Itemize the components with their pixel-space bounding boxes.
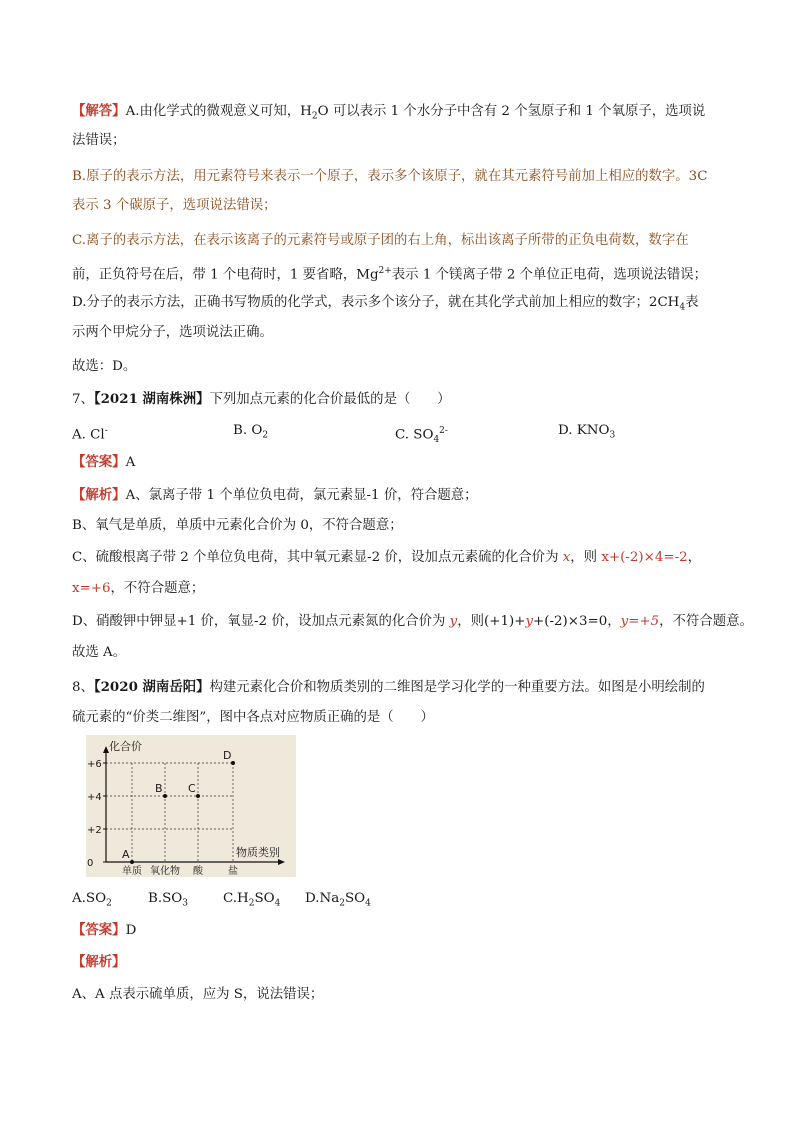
data-point [231, 761, 235, 765]
data-point-label: A [122, 848, 130, 861]
equation: y=+5 [620, 614, 660, 629]
option-text: D.Na [305, 891, 340, 906]
variable: y [449, 614, 458, 629]
x-category-label: 氧化物 [150, 866, 180, 877]
text: 表 [685, 295, 699, 310]
q8-answer [72, 920, 732, 941]
question-source: 【2020 湖南岳阳】 [93, 679, 210, 695]
text: 表示 1 个镁离子带 2 个单位正电荷，选项说法错误； [391, 267, 708, 283]
analysis-tag: 【解析】 [72, 487, 126, 503]
q6-analysis-b-line1: B.原子的表示方法，用元素符号来表示一个原子，表示多个该原子，就在其元素符号前加上相应的数字。3C [72, 169, 708, 184]
data-point [163, 794, 167, 798]
variable: x [562, 550, 571, 565]
question-number: 8、 [72, 680, 94, 695]
answer-tag: 【答案】 [72, 922, 126, 938]
q8-option-b [148, 889, 188, 914]
option-text: SO [254, 891, 275, 906]
answer-value: D [125, 923, 137, 938]
q7-analysis-c-line2 [72, 579, 732, 599]
text: ，则(+1)+ [457, 614, 526, 629]
data-point [196, 794, 200, 798]
subscript: 3 [609, 430, 616, 441]
q6-analysis-d-line2: 示两个甲烷分子，选项说法正确。 [72, 325, 273, 340]
q7-analysis-c-line1 [72, 548, 732, 568]
q7-option-c [395, 421, 448, 450]
x-axis-arrow [278, 859, 285, 865]
question-number: 7、 [72, 392, 94, 407]
analysis-tag: 【解答】 [72, 103, 126, 119]
superscript: - [104, 426, 108, 436]
q7-option-a [72, 421, 108, 445]
option-text: SO [344, 891, 366, 906]
y-tick-label: 0 [87, 858, 94, 869]
subscript: 4 [365, 898, 371, 909]
q7-answer [72, 452, 732, 473]
data-point-label: C [188, 782, 196, 795]
text: ，不符合题意。 [659, 614, 753, 629]
text: ，则 [570, 550, 602, 565]
equation: x=+6 [72, 581, 111, 596]
q8-analysis-a: A、A 点表示硫单质，应为 S，说法错误； [72, 987, 324, 1002]
equation: x+(-2)×4=-2 [601, 550, 688, 565]
q7-analysis-d [72, 612, 753, 632]
y-tick-label: +2 [87, 825, 102, 836]
option-text: D. KNO [558, 423, 610, 438]
q6-analysis-d-line1 [72, 293, 732, 318]
text: D、硝酸钾中钾显+1 价，氧显-2 价，设加点元素氮的化合价为 [72, 614, 450, 629]
data-point-label: B [155, 782, 163, 795]
valence-category-chart [86, 735, 296, 877]
q6-analysis-c-line1: C.离子的表示方法，在表示该离子的元素符号或原子团的右上角，标出该离子所带的正负电荷数，数字在 [72, 233, 689, 248]
q6-final-answer: 故选：D。 [72, 359, 137, 374]
q8-option-a [72, 889, 112, 914]
option-text: B. O [233, 423, 263, 438]
text: A、氯离子带 1 个单位负电荷，氯元素显-1 价，符合题意； [125, 488, 478, 503]
x-axis-label: 物质类别 [236, 846, 280, 859]
option-text: B.SO [148, 891, 183, 906]
superscript: 2+ [378, 266, 392, 276]
text: +(-2)×3=0， [533, 614, 621, 629]
y-tick-label: +4 [87, 792, 102, 803]
q7-option-d [558, 421, 615, 446]
option-text: A. Cl [72, 427, 105, 443]
q6-analysis-c-line2 [72, 261, 732, 285]
data-point [130, 860, 134, 864]
question-source: 【2021 湖南株洲】 [93, 391, 210, 407]
subscript: 4 [433, 435, 440, 446]
q6-analysis-a-line1 [72, 101, 732, 127]
variable: y [525, 614, 534, 629]
q8-analysis-tag [72, 952, 732, 973]
question-text: 构建元素化合价和物质类别的二维图是学习化学的一种重要方法。如图是小明绘制的 [209, 680, 705, 695]
subscript: 4 [274, 898, 281, 909]
answer-tag: 【答案】 [72, 454, 126, 470]
answer-value: A [125, 455, 136, 470]
text: ，不符合题意； [110, 581, 205, 596]
text: ， [687, 550, 702, 565]
superscript: 2- [439, 426, 448, 436]
q7-stem [72, 389, 732, 410]
analysis-tag: 【解析】 [72, 954, 126, 970]
subscript: 2 [262, 430, 269, 441]
data-point-label: D [223, 749, 232, 762]
subscript: 2 [311, 111, 318, 122]
x-category-label: 单质 [122, 866, 142, 877]
q6-analysis-b-line2: 表示 3 个碳原子，选项说法错误； [72, 198, 277, 213]
q8-option-d [305, 889, 371, 914]
q6-analysis-a-line2: 法错误； [72, 133, 126, 148]
subscript: 2 [106, 898, 112, 909]
subscript: 2 [248, 898, 255, 909]
option-text: C.H [223, 891, 249, 906]
y-axis-label: 化合价 [109, 740, 142, 753]
x-category-label: 盐 [228, 866, 238, 877]
chart-svg [86, 735, 296, 877]
text: C、硫酸根离子带 2 个单位负电荷，其中氧元素显-2 价，设加点元素硫的化合价为 [72, 550, 563, 565]
q8-option-c [223, 889, 280, 914]
subscript: 2 [339, 898, 345, 909]
text: 前，正负符号在后，带 1 个电荷时，1 要省略，Mg [72, 267, 379, 283]
question-text: 下列加点元素的化合价最低的是（ ） [209, 392, 451, 407]
text: O 可以表示 1 个水分子中含有 2 个氢原子和 1 个氧原子，选项说 [317, 104, 706, 119]
y-tick-label: +6 [87, 759, 102, 770]
q8-stem-line1 [72, 677, 732, 698]
option-text: A.SO [72, 891, 107, 906]
q7-analysis-b: B、氧气是单质，单质中元素化合价为 0，不符合题意； [72, 518, 403, 533]
text: D.分子的表示方法，正确书写物质的化学式，表示多个该分子，就在其化学式前加上相应的数字；2CH [72, 295, 680, 310]
subscript: 4 [679, 302, 686, 313]
subscript: 3 [182, 898, 188, 909]
q8-stem-line2: 硫元素的“价类二维图”，图中各点对应物质正确的是（ ） [72, 710, 434, 725]
option-text: C. SO [395, 427, 434, 443]
q7-final-answer: 故选 A。 [72, 645, 127, 660]
x-category-label: 酸 [193, 866, 203, 877]
q7-option-b [233, 421, 268, 446]
q7-analysis-a [72, 485, 732, 506]
text: A.由化学式的微观意义可知，H [125, 104, 312, 119]
